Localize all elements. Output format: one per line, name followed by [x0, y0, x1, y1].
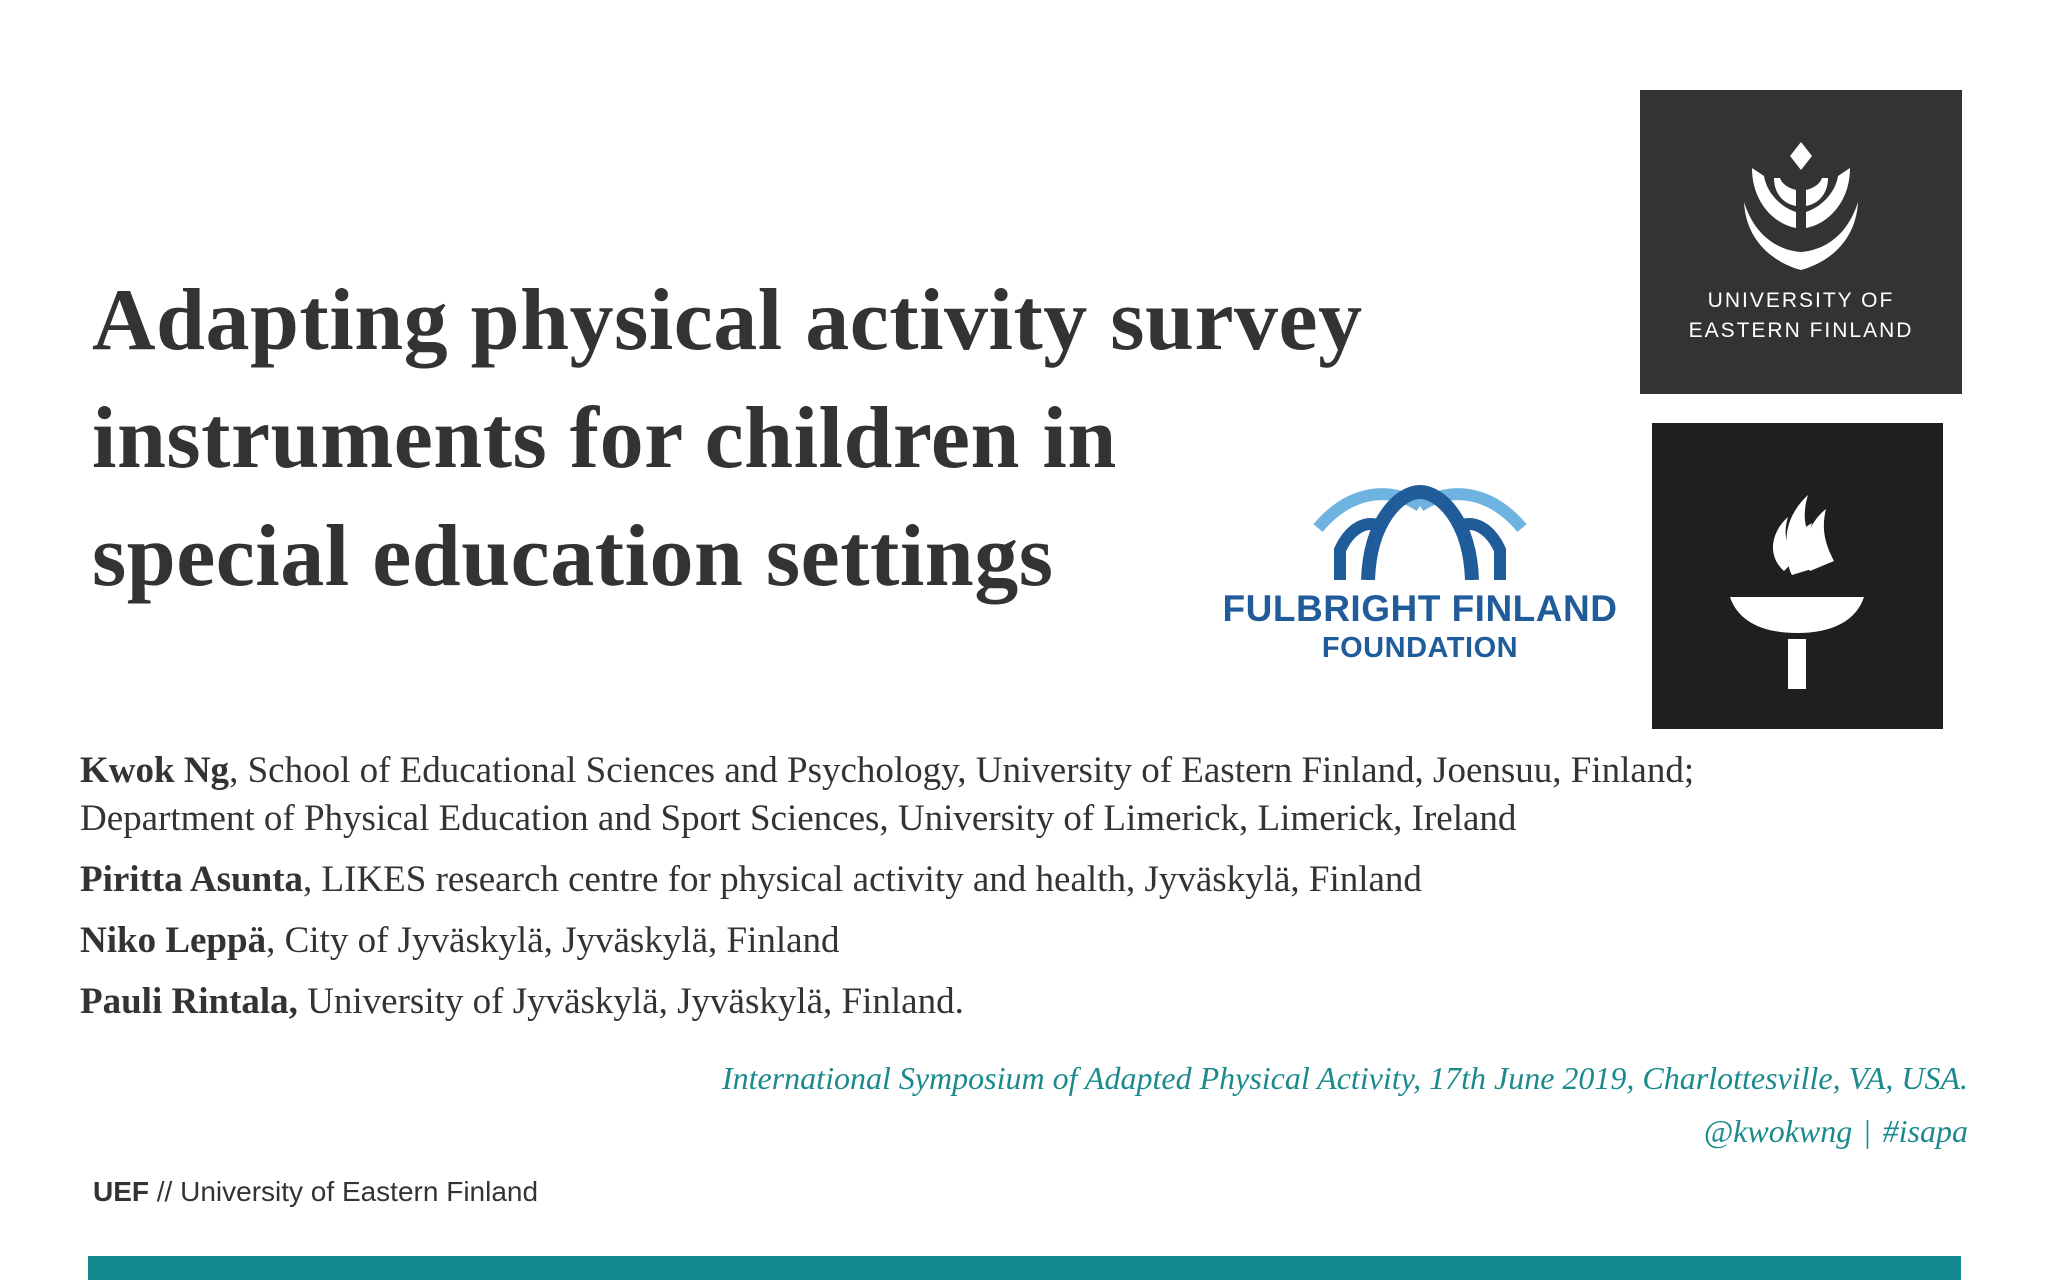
title-line-3: special education settings — [92, 508, 1054, 605]
torch-icon — [1722, 471, 1872, 691]
title-line-1: Adapting physical activity survey — [92, 272, 1363, 369]
author-affiliation-secondary: Department of Physical Education and Sport Sciences, University of Limerick, Limerick, Ireland — [80, 798, 1517, 839]
footer-institution — [93, 1176, 538, 1208]
author-entry — [80, 856, 1980, 904]
uef-logo-text — [1640, 286, 1962, 346]
social-handles — [1704, 1113, 1968, 1150]
conference-info: International Symposium of Adapted Physical Activity, 17th June 2019, Charlottesville, VA, USA. — [721, 1060, 1968, 1096]
footer-text: // University of Eastern Finland — [149, 1176, 539, 1207]
jyu-logo — [1652, 423, 1943, 729]
author-affiliation: , LIKES research centre for physical activity and health, Jyväskylä, Finland — [303, 859, 1422, 900]
bottom-accent-bar — [88, 1256, 1961, 1280]
author-name: Pauli Rintala, — [80, 981, 298, 1022]
fulbright-bridge-icon — [1310, 480, 1530, 580]
uef-logo-line-2: EASTERN FINLAND — [1688, 319, 1914, 342]
author-name: Niko Leppä — [80, 920, 267, 961]
title-line-2: instruments for children in — [92, 390, 1117, 487]
author-affiliation: , City of Jyväskylä, Jyväskylä, Finland — [266, 920, 840, 961]
author-entry — [80, 917, 1980, 965]
author-list — [80, 747, 1980, 1039]
author-entry — [80, 747, 1980, 843]
fulbright-logo — [1210, 470, 1630, 680]
author-name: Piritta Asunta — [80, 859, 304, 900]
fulbright-foundation: FOUNDATION — [1321, 632, 1519, 664]
author-affiliation: University of Jyväskylä, Jyväskylä, Finland. — [297, 981, 964, 1022]
fulbright-name: FULBRIGHT FINLAND — [1222, 588, 1618, 629]
author-affiliation: , School of Educational Sciences and Psychology, University of Eastern Finland, Joensuu, Finland; — [229, 750, 1695, 791]
uef-logo — [1640, 90, 1962, 394]
handle-separator: | — [1864, 1113, 1871, 1149]
footer-abbr: UEF — [93, 1176, 149, 1207]
author-entry — [80, 978, 1980, 1026]
uef-flower-icon — [1744, 142, 1858, 270]
twitter-handle: @kwokwng — [1703, 1113, 1853, 1149]
author-name: Kwok Ng — [80, 750, 230, 791]
uef-logo-line-1: UNIVERSITY OF — [1707, 289, 1895, 312]
hashtag: #isapa — [1882, 1113, 1968, 1149]
